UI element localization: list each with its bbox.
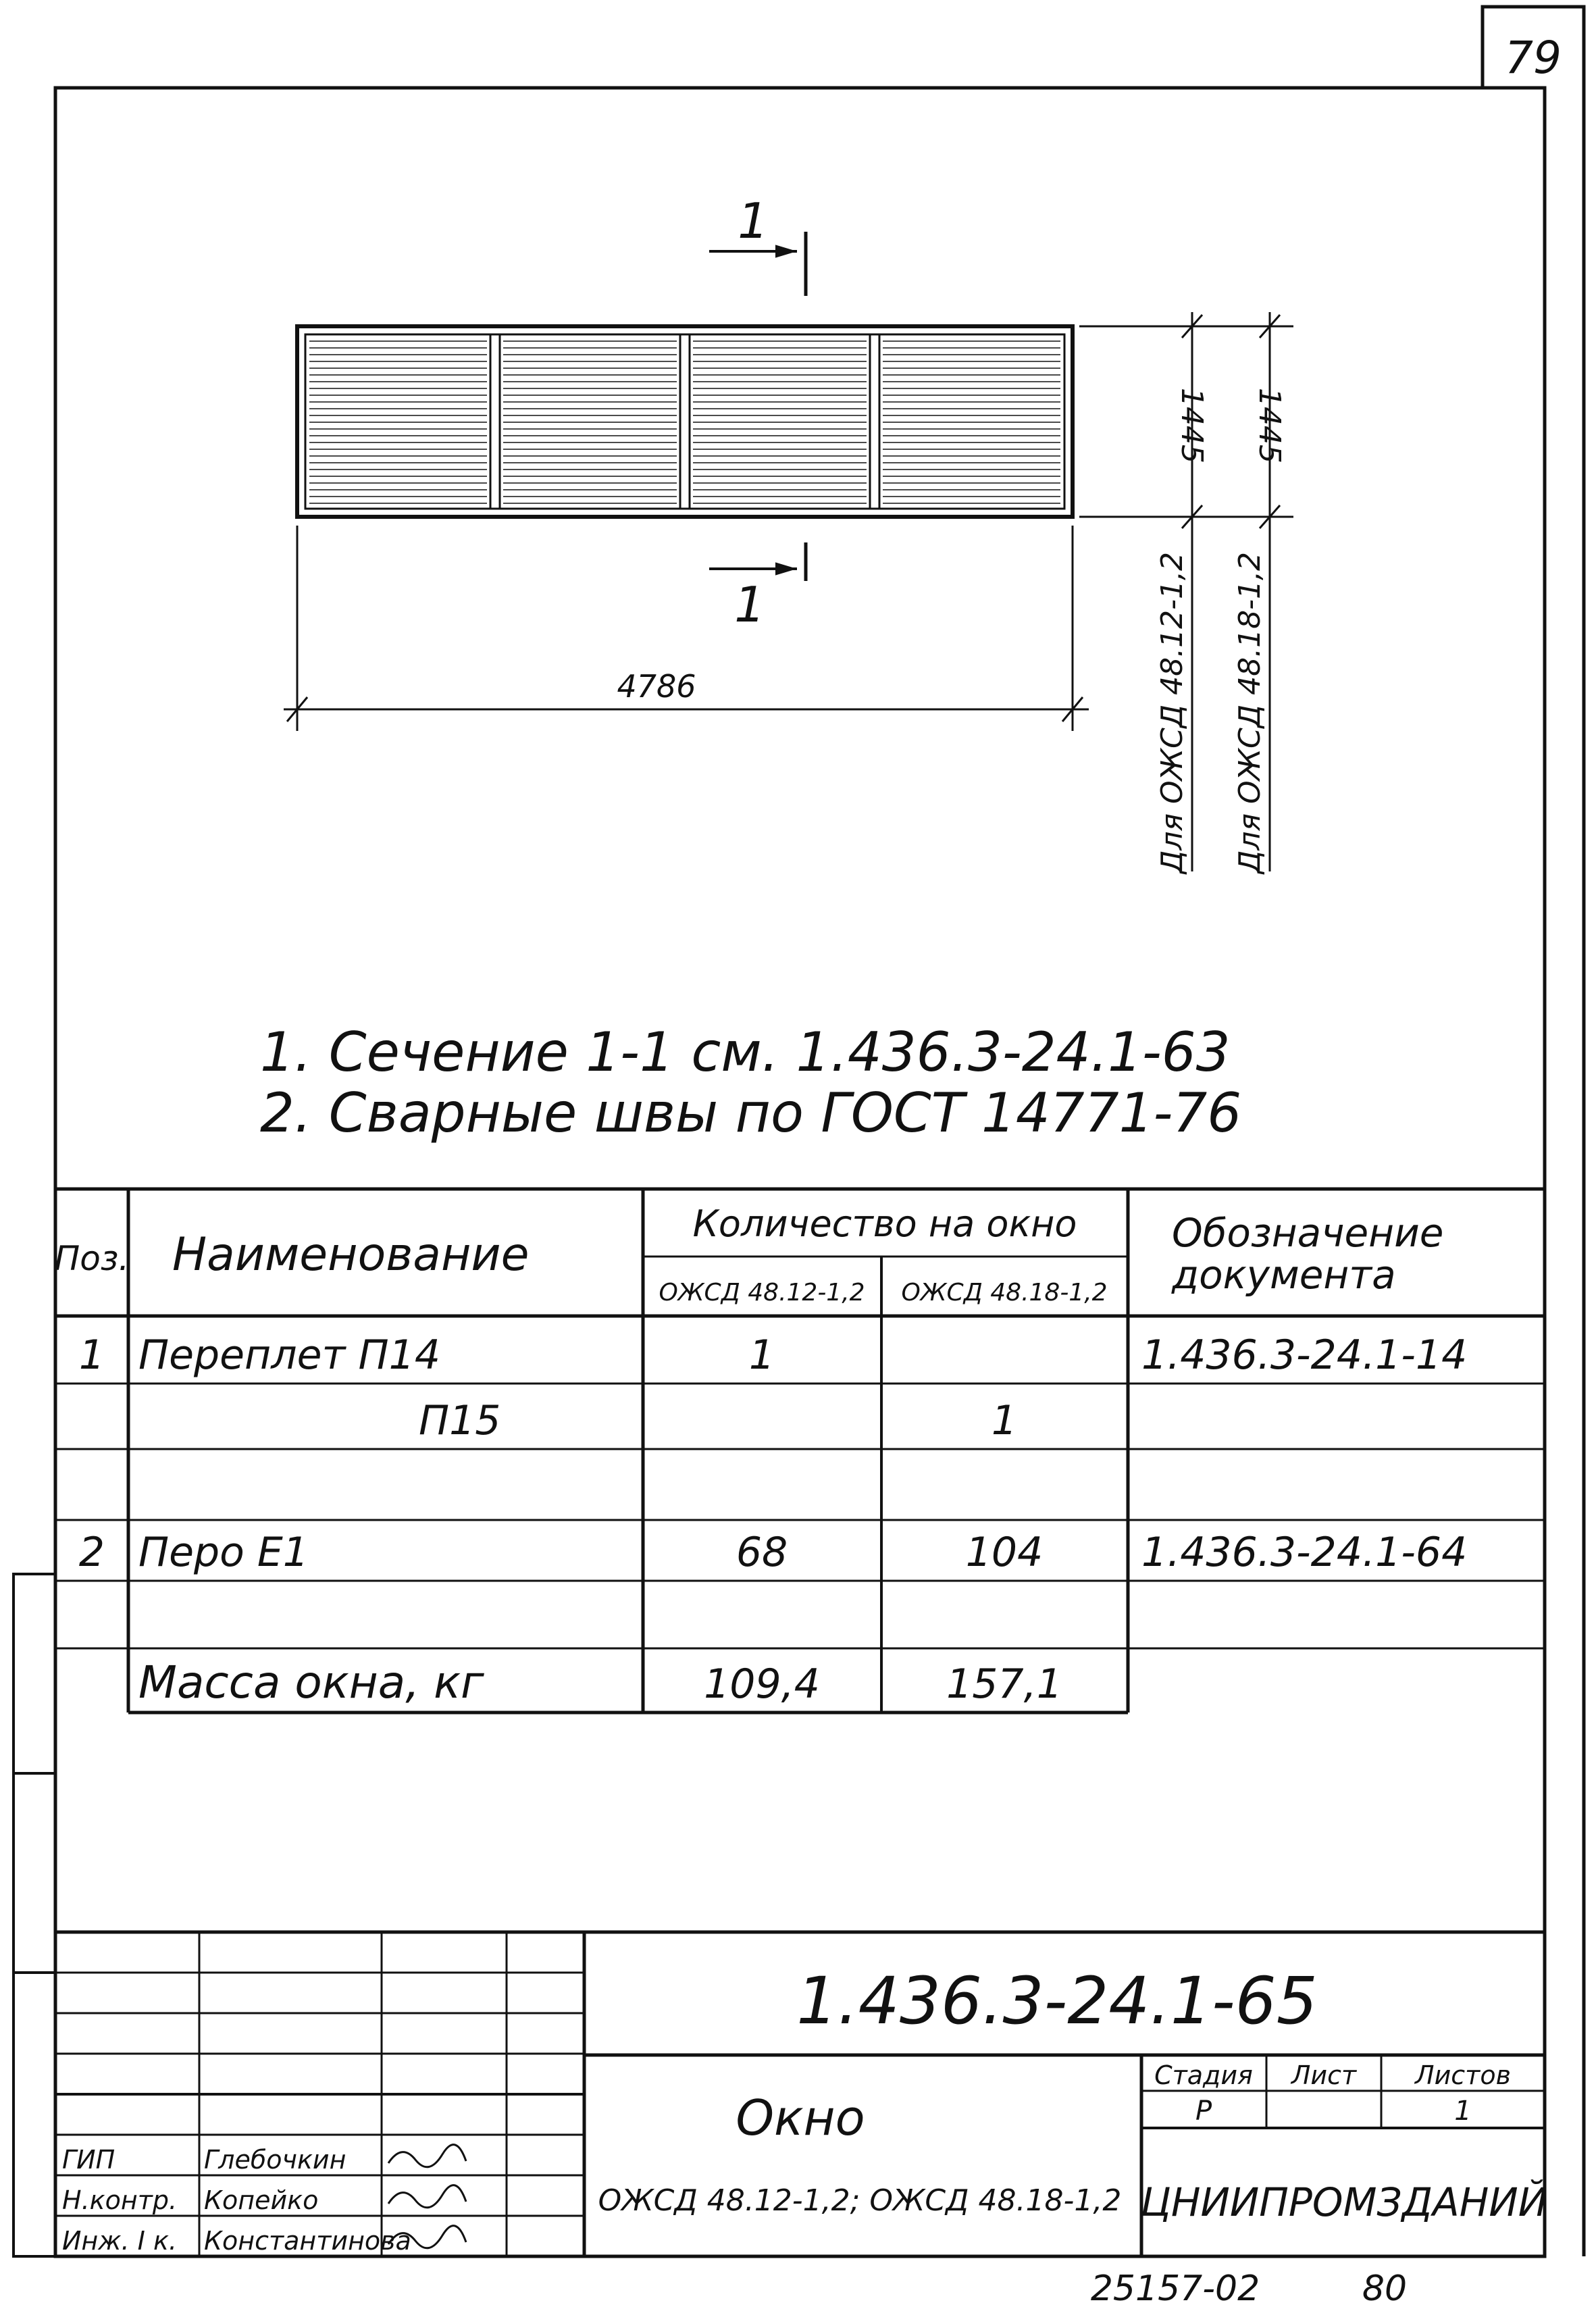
row-qty-b: 157,1 [946,1660,1062,1708]
signature-mark [388,2145,466,2167]
stage-value: Р [1195,2096,1212,2127]
row-name: П15 [419,1397,501,1444]
page-number-box [1483,7,1584,2256]
row-name: Перо Е1 [138,1529,309,1576]
table-row [79,1332,1467,1379]
row-qty-b: 104 [965,1529,1044,1576]
header-doc-text: Обозначение [1172,1210,1444,1256]
row-name: Переплет П14 [138,1332,441,1379]
signature-row [62,2226,466,2256]
sheets-label: Листов [1415,2060,1511,2090]
height-dim-1: 1445 [1175,388,1209,463]
header-doc [1171,1210,1456,1298]
row-qty-a: 1 [748,1332,775,1379]
sheet-label: Лист [1291,2060,1357,2090]
header-qty: Количество на окно [692,1202,1077,1245]
subtitle: ОЖСД 48.12-1,2; ОЖСД 48.18-1,2 [598,2183,1122,2218]
doc-code: 1.436.3-24.1-65 [796,1963,1318,2039]
window-elevation [297,326,1073,517]
person-name: Константинова [204,2226,411,2256]
note-1: 1. Сечение 1-1 см. 1.436.3-24.1-63 [260,1021,1231,1084]
header-name: Наименование [172,1228,530,1282]
org: ЦНИИПРОМЗДАНИЙ [1140,2179,1548,2225]
note-2: 2. Сварные швы по ГОСТ 14771-76 [260,1082,1242,1144]
row-doc: 1.436.3-24.1-64 [1141,1529,1468,1576]
row-pos: 2 [78,1529,105,1576]
section-mark-top-label: 1 [738,193,769,249]
spec-table [55,1189,1545,1713]
row-qty-a: 68 [736,1529,788,1576]
height-dimensions [1079,312,1293,875]
section-mark-top [709,193,806,296]
title: Окно [736,2089,865,2146]
section-mark-bottom [709,542,806,633]
stage-label: Стадия [1154,2060,1253,2090]
role-label: Инж. I к. [62,2226,177,2256]
signature-mark [388,2185,466,2208]
row-pos: 1 [78,1332,105,1379]
header-qty-a: ОЖСД 48.12-1,2 [659,1279,865,1307]
table-row [79,1529,1467,1576]
footer-page: 80 [1362,2268,1408,2307]
notes [260,1021,1241,1144]
person-name: Копейко [204,2185,319,2215]
signature-row [62,2185,466,2215]
header-doc-text-line2: документа [1172,1252,1396,1298]
row-qty-a: 109,4 [704,1660,820,1708]
table-row [138,1656,1062,1708]
table-row [419,1397,1017,1444]
footer [1091,2268,1407,2307]
variant-label-1: Для ОЖСД 48.12-1,2 [1155,552,1189,873]
title-block [55,1932,1547,2256]
sheets-value: 1 [1454,2096,1472,2127]
height-dim-2: 1445 [1252,388,1287,463]
role-label: ГИП [62,2145,115,2175]
header-pos: Поз. [54,1239,130,1278]
page-number: 79 [1505,32,1562,84]
footer-code: 25157-02 [1090,2268,1260,2307]
person-name: Глебочкин [204,2145,346,2175]
variant-label-2: Для ОЖСД 48.18-1,2 [1233,552,1267,873]
left-margin-strip [14,1574,55,2256]
role-label: Н.контр. [62,2185,178,2215]
row-doc: 1.436.3-24.1-14 [1141,1332,1468,1379]
signature-row [62,2145,466,2175]
section-mark-bottom-label: 1 [734,576,765,633]
width-dim-label: 4786 [617,668,696,705]
width-dimension [284,526,1089,731]
header-qty-b: ОЖСД 48.18-1,2 [901,1279,1108,1307]
row-name: Масса окна, кг [138,1656,484,1708]
row-qty-b: 1 [991,1397,1018,1444]
